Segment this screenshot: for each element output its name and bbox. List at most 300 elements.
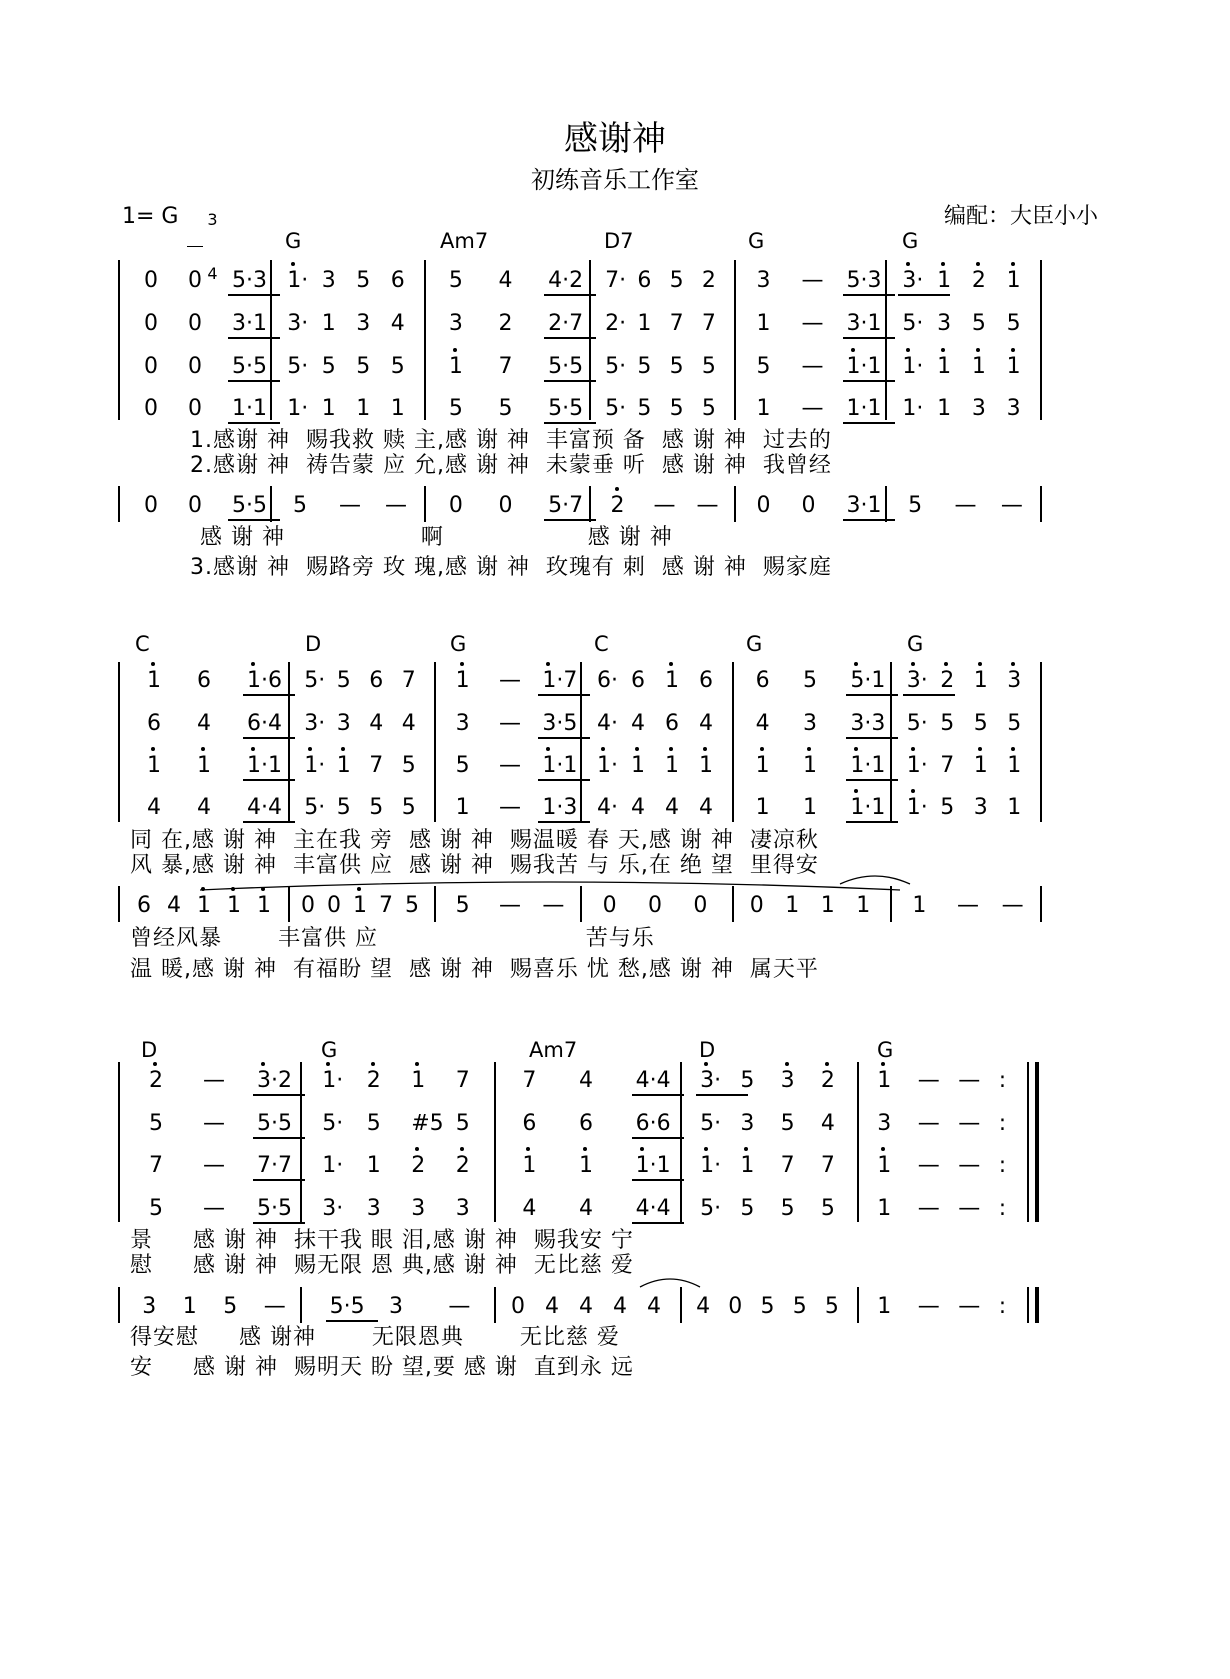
beam-line <box>843 337 895 339</box>
voice-1-note: 5· <box>304 668 326 693</box>
chord-symbol: G <box>321 1038 338 1062</box>
voice-4-note: 4 <box>147 795 161 820</box>
voice-1-note: — <box>917 1068 940 1093</box>
lyric-verse-3: 安 感 谢 神 赐明天 盼 望,要 感 谢 直到永 远 <box>130 1355 634 1380</box>
chord-symbol: G <box>285 229 302 253</box>
voice-4-note: — <box>499 795 521 820</box>
voice-1-note: 3 <box>1007 668 1022 693</box>
voice-3-note: 7 <box>369 753 384 778</box>
voice-4-note: 3 <box>455 1196 470 1221</box>
voice-1-note: 1 <box>877 1068 892 1093</box>
voice-4-note: 1 <box>803 795 817 820</box>
extra-voice-note: — <box>499 893 521 918</box>
arranger-credit: 编配：大臣小小 <box>943 204 1098 229</box>
beam-line <box>228 422 280 424</box>
extra-voice-note: 0 <box>144 493 158 518</box>
high-octave-dot <box>941 262 945 266</box>
voice-3-note: 7 <box>149 1153 163 1178</box>
voice-2-note: 0 <box>144 311 158 336</box>
extra-voice-note: 0 <box>648 893 662 918</box>
voice-2-note: 2·7 <box>548 311 584 336</box>
bar-line <box>885 486 887 522</box>
voice-4-note: 3· <box>322 1196 344 1221</box>
time-signature-bottom: 4 <box>207 264 218 283</box>
voice-1-note: 5 <box>356 268 371 293</box>
lyric-verse-2: 慰 感 谢 神 赐无限 恩 典,感 谢 神 无比慈 爱 <box>130 1253 634 1278</box>
voice-4-note: 5 <box>740 1196 755 1221</box>
chord-symbol: G <box>746 632 763 656</box>
voice-1-note: 4 <box>579 1068 593 1093</box>
voice-1-note: 6 <box>755 668 770 693</box>
extra-voice-note: 3 <box>389 1294 403 1319</box>
song-subtitle: 初练音乐工作室 <box>531 166 699 194</box>
beam-line <box>632 1179 684 1181</box>
voice-1-note: 3 <box>756 268 771 293</box>
lyric-verse-3: 3.感谢 神 赐路旁 玫 瑰,感 谢 神 玫瑰有 刺 感 谢 神 赐家庭 <box>190 555 832 580</box>
voice-1-note: 6· <box>597 668 618 693</box>
voice-2-note: 4 <box>197 711 211 736</box>
high-octave-dot <box>944 662 948 666</box>
extra-voice-note: 1 <box>197 893 211 918</box>
voice-3-note: 1 <box>740 1153 755 1178</box>
voice-3-note: 5 <box>455 753 470 778</box>
bar-line <box>580 662 582 822</box>
voice-3-note: 1 <box>448 354 463 379</box>
voice-1-note: 3· <box>902 268 924 293</box>
voice-4-note: — <box>917 1196 940 1221</box>
voice-3-note: 1 <box>755 753 770 778</box>
voice-1-note: 7 <box>455 1068 470 1093</box>
voice-1-note: 2 <box>149 1068 163 1093</box>
high-octave-dot <box>546 747 550 751</box>
extra-voice-note: 5·5 <box>329 1294 365 1319</box>
voice-4-note: 5· <box>700 1196 722 1221</box>
voice-1-note: 2 <box>820 1068 835 1093</box>
voice-3-note: 1 <box>877 1153 892 1178</box>
voice-3-note: 7 <box>820 1153 835 1178</box>
bar-line <box>734 260 736 420</box>
extra-voice-note: 1 <box>912 893 927 918</box>
high-octave-dot <box>825 1062 829 1066</box>
voice-4-note: 0 <box>188 396 202 421</box>
extra-voice-note: 4 <box>545 1294 559 1319</box>
beam-line <box>843 294 895 296</box>
voice-3-note: 1·1 <box>846 354 882 379</box>
voice-3-note: 1 <box>803 753 817 778</box>
extra-lyrics: 得安慰 感 谢神 无限恩典 无比慈 爱 <box>130 1325 620 1350</box>
extra-voice-note: 5 <box>223 1294 238 1319</box>
voice-2-note: 4 <box>631 711 645 736</box>
high-octave-dot <box>978 662 982 666</box>
high-octave-dot <box>854 662 858 666</box>
chord-symbol: G <box>450 632 467 656</box>
high-octave-dot <box>526 1147 530 1151</box>
high-octave-dot <box>251 747 255 751</box>
voice-4-note: 5 <box>701 396 716 421</box>
system-left-bar <box>118 1287 120 1323</box>
voice-3-note: 1 <box>522 1153 537 1178</box>
voice-2-note: 3·3 <box>850 711 886 736</box>
beam-line <box>326 1320 378 1322</box>
extra-voice-note: — <box>653 493 676 518</box>
extra-voice-note: 5 <box>293 493 307 518</box>
voice-3-note: 1 <box>937 354 952 379</box>
bar-line <box>300 1062 302 1222</box>
voice-4-note: 5 <box>780 1196 795 1221</box>
bar-line <box>270 486 272 522</box>
voice-3-note: 5· <box>287 354 309 379</box>
extra-voice-note: 4 <box>613 1294 627 1319</box>
extra-voice-note: 1 <box>227 893 241 918</box>
voice-3-note: 1·1 <box>542 753 578 778</box>
voice-2-note: 6·6 <box>635 1111 671 1136</box>
voice-3-note: 5 <box>390 354 405 379</box>
high-octave-dot <box>326 1062 330 1066</box>
high-octave-dot <box>615 487 619 491</box>
voice-1-note: 3 <box>780 1068 795 1093</box>
voice-4-note: 1 <box>756 396 771 421</box>
voice-4-note: 3 <box>411 1196 426 1221</box>
voice-2-note: — <box>958 1111 981 1136</box>
voice-1-note: 2 <box>971 268 986 293</box>
voice-2-note: 3·5 <box>542 711 578 736</box>
voice-4-note: 4·4 <box>247 795 282 820</box>
voice-4-note: 1· <box>906 795 928 820</box>
voice-1-note: 6 <box>197 668 211 693</box>
extra-voice-note: 4 <box>579 1294 593 1319</box>
voice-2-note: 5 <box>455 1111 470 1136</box>
voice-3-note: 1·1 <box>635 1153 671 1178</box>
bar-line <box>270 260 272 420</box>
voice-2-note: 3 <box>448 311 463 336</box>
voice-2-note: — <box>801 311 824 336</box>
extra-voice-note: 0 <box>602 893 617 918</box>
extra-voice-note: — <box>696 493 719 518</box>
end-repeat-thin <box>1027 1062 1029 1222</box>
voice-2-note: #5 <box>411 1111 444 1136</box>
extra-voice-note: — <box>954 493 977 518</box>
extra-voice-note: — <box>958 1294 981 1319</box>
voice-3-note: 5 <box>321 354 336 379</box>
end-repeat-thick <box>1035 1062 1039 1222</box>
bar-line <box>494 1287 496 1323</box>
voice-4-note: 1· <box>902 396 924 421</box>
voice-2-note: 5 <box>1007 711 1022 736</box>
bar-line <box>1040 886 1042 922</box>
voice-2-note: 3 <box>336 711 351 736</box>
voice-3-note: 1· <box>304 753 326 778</box>
voice-4-note: — <box>203 1196 225 1221</box>
high-octave-dot <box>978 747 982 751</box>
voice-1-note: 1 <box>665 668 679 693</box>
voice-2-note: 4 <box>820 1111 835 1136</box>
chord-symbol: D <box>141 1038 158 1062</box>
extra-voice-note: 5 <box>908 493 923 518</box>
voice-1-note: 5 <box>336 668 351 693</box>
voice-1-note: 6 <box>369 668 384 693</box>
voice-4-note: 4·4 <box>635 1196 671 1221</box>
high-octave-dot <box>601 747 605 751</box>
high-octave-dot <box>744 1147 748 1151</box>
high-octave-dot <box>854 747 858 751</box>
voice-2-note: — <box>499 711 521 736</box>
extra-voice-note: : <box>998 1294 1007 1319</box>
extra-voice-note: 5 <box>455 893 470 918</box>
high-octave-dot <box>911 747 915 751</box>
extra-voice-note: 0 <box>498 493 513 518</box>
voice-2-note: : <box>998 1111 1007 1136</box>
voice-1-note: 4·4 <box>635 1068 671 1093</box>
beam-line <box>843 422 895 424</box>
voice-1-note: 5·3 <box>846 268 882 293</box>
voice-3-note: 5·5 <box>548 354 584 379</box>
voice-2-note: 5 <box>940 711 955 736</box>
high-octave-dot <box>583 1147 587 1151</box>
voice-4-note: 1 <box>755 795 770 820</box>
extra-voice-note: 0 <box>801 493 816 518</box>
beam-line <box>632 1222 684 1224</box>
high-octave-dot <box>415 1062 419 1066</box>
voice-1-note: — <box>801 268 824 293</box>
chord-symbol: G <box>877 1038 894 1062</box>
voice-2-note: 3 <box>740 1111 755 1136</box>
voice-2-note: 3 <box>356 311 371 336</box>
extra-voice-note: 4 <box>167 893 181 918</box>
voice-3-note: — <box>917 1153 940 1178</box>
voice-2-note: 3 <box>803 711 817 736</box>
voice-3-note: 5·5 <box>232 354 267 379</box>
voice-2-note: 6 <box>147 711 161 736</box>
extra-voice-note: — <box>339 493 361 518</box>
beam-line <box>538 779 590 781</box>
voice-2-note: 3·1 <box>846 311 882 336</box>
voice-4-note: 0 <box>144 396 158 421</box>
system-left-bar <box>118 662 120 822</box>
voice-1-note: 7 <box>401 668 416 693</box>
voice-2-note: 5· <box>902 311 924 336</box>
voice-2-note: 5 <box>780 1111 795 1136</box>
high-octave-dot <box>261 1062 265 1066</box>
voice-2-note: 1 <box>756 311 771 336</box>
voice-2-note: 3· <box>287 311 309 336</box>
voice-1-note: 1 <box>1006 268 1021 293</box>
bar-line <box>434 662 436 822</box>
voice-1-note: 5·1 <box>850 668 886 693</box>
voice-1-note: — <box>499 668 521 693</box>
voice-3-note: 1·1 <box>850 753 886 778</box>
voice-3-note: 0 <box>144 354 158 379</box>
voice-4-note: 1·1 <box>232 396 267 421</box>
voice-4-note: 3 <box>366 1196 381 1221</box>
voice-3-note: : <box>998 1153 1007 1178</box>
lyric-verse-1: 同 在,感 谢 神 主在我 旁 感 谢 神 赐温暖 春 天,感 谢 神 凄凉秋 <box>130 828 819 853</box>
voice-3-note: — <box>203 1153 225 1178</box>
extra-voice-note: 1 <box>820 893 835 918</box>
voice-1-note: : <box>998 1068 1007 1093</box>
bar-line <box>890 662 892 822</box>
voice-4-note: 5 <box>669 396 684 421</box>
beam-line <box>538 737 590 739</box>
voice-1-note: 1 <box>973 668 988 693</box>
voice-2-note: 1 <box>321 311 336 336</box>
voice-1-note: 1 <box>147 668 161 693</box>
extra-voice-note: 0 <box>448 493 463 518</box>
extra-voice-note: 5 <box>405 893 419 918</box>
voice-4-note: 5 <box>149 1196 163 1221</box>
voice-4-note: 5 <box>820 1196 835 1221</box>
extra-voice-note: 0 <box>188 493 202 518</box>
voice-1-note: 3· <box>906 668 928 693</box>
extra-voice-note: 1 <box>257 893 271 918</box>
extra-voice-note: 7 <box>379 893 393 918</box>
chord-symbol: G <box>902 229 919 253</box>
extra-voice-note: 5 <box>824 1294 839 1319</box>
voice-2-note: 4 <box>401 711 416 736</box>
voice-3-note: 1 <box>579 1153 593 1178</box>
voice-2-note: 4 <box>390 311 405 336</box>
high-octave-dot <box>704 1147 708 1151</box>
high-octave-dot <box>703 747 707 751</box>
voice-3-note: 5 <box>401 753 416 778</box>
voice-2-note: 5 <box>366 1111 381 1136</box>
voice-2-note: 4 <box>755 711 770 736</box>
bar-line <box>424 486 426 522</box>
voice-2-note: 6·4 <box>247 711 282 736</box>
voice-1-note: 6 <box>699 668 713 693</box>
chord-symbol: Am7 <box>440 229 489 253</box>
voice-3-note: 1 <box>699 753 713 778</box>
high-octave-dot <box>1011 747 1015 751</box>
extra-voice-note: — <box>957 893 979 918</box>
voice-4-note: 1 <box>877 1196 892 1221</box>
voice-3-note: — <box>499 753 521 778</box>
high-octave-dot <box>308 747 312 751</box>
voice-2-note: — <box>203 1111 225 1136</box>
bar-line <box>494 1062 496 1222</box>
voice-2-note: — <box>917 1111 940 1136</box>
voice-4-note: 1·3 <box>542 795 578 820</box>
extra-voice-note: 5 <box>760 1294 775 1319</box>
bar-line <box>300 1287 302 1323</box>
voice-3-note: — <box>801 354 824 379</box>
song-title: 感谢神 <box>564 119 666 159</box>
beam-line <box>544 422 596 424</box>
voice-3-note: — <box>958 1153 981 1178</box>
voice-4-note: 5· <box>304 795 326 820</box>
voice-2-note: 3· <box>304 711 326 736</box>
voice-2-note: 4 <box>369 711 384 736</box>
high-octave-dot <box>640 1147 644 1151</box>
voice-4-note: 4 <box>522 1196 537 1221</box>
extra-voice-note: 1 <box>856 893 871 918</box>
voice-4-note: 3 <box>1006 396 1021 421</box>
voice-1-note: 6 <box>390 268 405 293</box>
voice-3-note: 1· <box>902 354 924 379</box>
voice-3-note: 1 <box>971 354 986 379</box>
high-octave-dot <box>760 747 764 751</box>
voice-4-note: 5 <box>637 396 652 421</box>
extra-voice-note: 1 <box>877 1294 892 1319</box>
voice-4-note: — <box>801 396 824 421</box>
high-octave-dot <box>371 1062 375 1066</box>
voice-3-note: 2 <box>455 1153 470 1178</box>
voice-2-note: 3·1 <box>232 311 267 336</box>
voice-1-note: 6 <box>637 268 652 293</box>
voice-2-note: 4· <box>597 711 618 736</box>
voice-1-note: 2 <box>940 668 955 693</box>
bar-line <box>734 486 736 522</box>
voice-3-note: 7 <box>498 354 513 379</box>
time-signature-bar <box>187 246 203 247</box>
extra-voice-note: — <box>385 493 407 518</box>
high-octave-dot <box>1011 662 1015 666</box>
voice-1-note: 5 <box>803 668 817 693</box>
voice-2-note: 6 <box>579 1111 593 1136</box>
slur-mark <box>200 878 900 892</box>
high-octave-dot <box>291 262 295 266</box>
high-octave-dot <box>453 348 457 352</box>
voice-3-note: 1·1 <box>247 753 282 778</box>
voice-4-note: 1 <box>1007 795 1022 820</box>
voice-4-note: : <box>998 1196 1007 1221</box>
extra-voice-note: 0 <box>511 1294 525 1319</box>
system-left-bar <box>118 886 120 922</box>
voice-1-note: 1·7 <box>542 668 578 693</box>
high-octave-dot <box>669 747 673 751</box>
voice-2-note: 5· <box>906 711 928 736</box>
beam-line <box>228 294 280 296</box>
voice-1-note: 0 <box>144 268 158 293</box>
extra-voice-note: 0 <box>749 893 764 918</box>
extra-voice-note: 5·5 <box>232 493 267 518</box>
voice-1-note: 7 <box>522 1068 537 1093</box>
voice-2-note: 5·5 <box>257 1111 292 1136</box>
voice-1-note: 4 <box>498 268 513 293</box>
voice-3-note: 1 <box>147 753 161 778</box>
high-octave-dot <box>704 1062 708 1066</box>
system-left-bar <box>118 486 120 522</box>
extra-voice-note: 4 <box>696 1294 711 1319</box>
voice-3-note: 0 <box>188 354 202 379</box>
voice-2-note: 0 <box>188 311 202 336</box>
beam-line <box>228 519 280 521</box>
bar-line <box>424 260 426 420</box>
voice-1-note: 5 <box>448 268 463 293</box>
voice-3-note: 1 <box>1007 753 1022 778</box>
lyric-verse-2: 风 暴,感 谢 神 丰富供 应 感 谢 神 赐我苦 与 乐,在 绝 望 里得安 <box>130 853 819 878</box>
bar-line <box>589 260 591 420</box>
extra-voice-note: 0 <box>728 1294 743 1319</box>
voice-2-note: 2 <box>498 311 513 336</box>
voice-3-note: 5· <box>605 354 627 379</box>
voice-3-note: 5 <box>756 354 771 379</box>
end-repeat-thick <box>1035 1287 1039 1323</box>
bar-line <box>1040 260 1042 420</box>
high-octave-dot <box>151 747 155 751</box>
voice-1-note: 0 <box>188 268 202 293</box>
voice-1-note: 5 <box>669 268 684 293</box>
voice-4-note: 5 <box>448 396 463 421</box>
voice-4-note: 4 <box>197 795 211 820</box>
beam-line <box>843 519 895 521</box>
high-octave-dot <box>153 1062 157 1066</box>
voice-4-note: 1 <box>390 396 405 421</box>
voice-4-note: 3 <box>971 396 986 421</box>
high-octave-dot <box>151 662 155 666</box>
extra-voice-note: 1 <box>353 893 367 918</box>
slur-mark <box>840 872 910 886</box>
system-left-bar <box>118 1062 120 1222</box>
